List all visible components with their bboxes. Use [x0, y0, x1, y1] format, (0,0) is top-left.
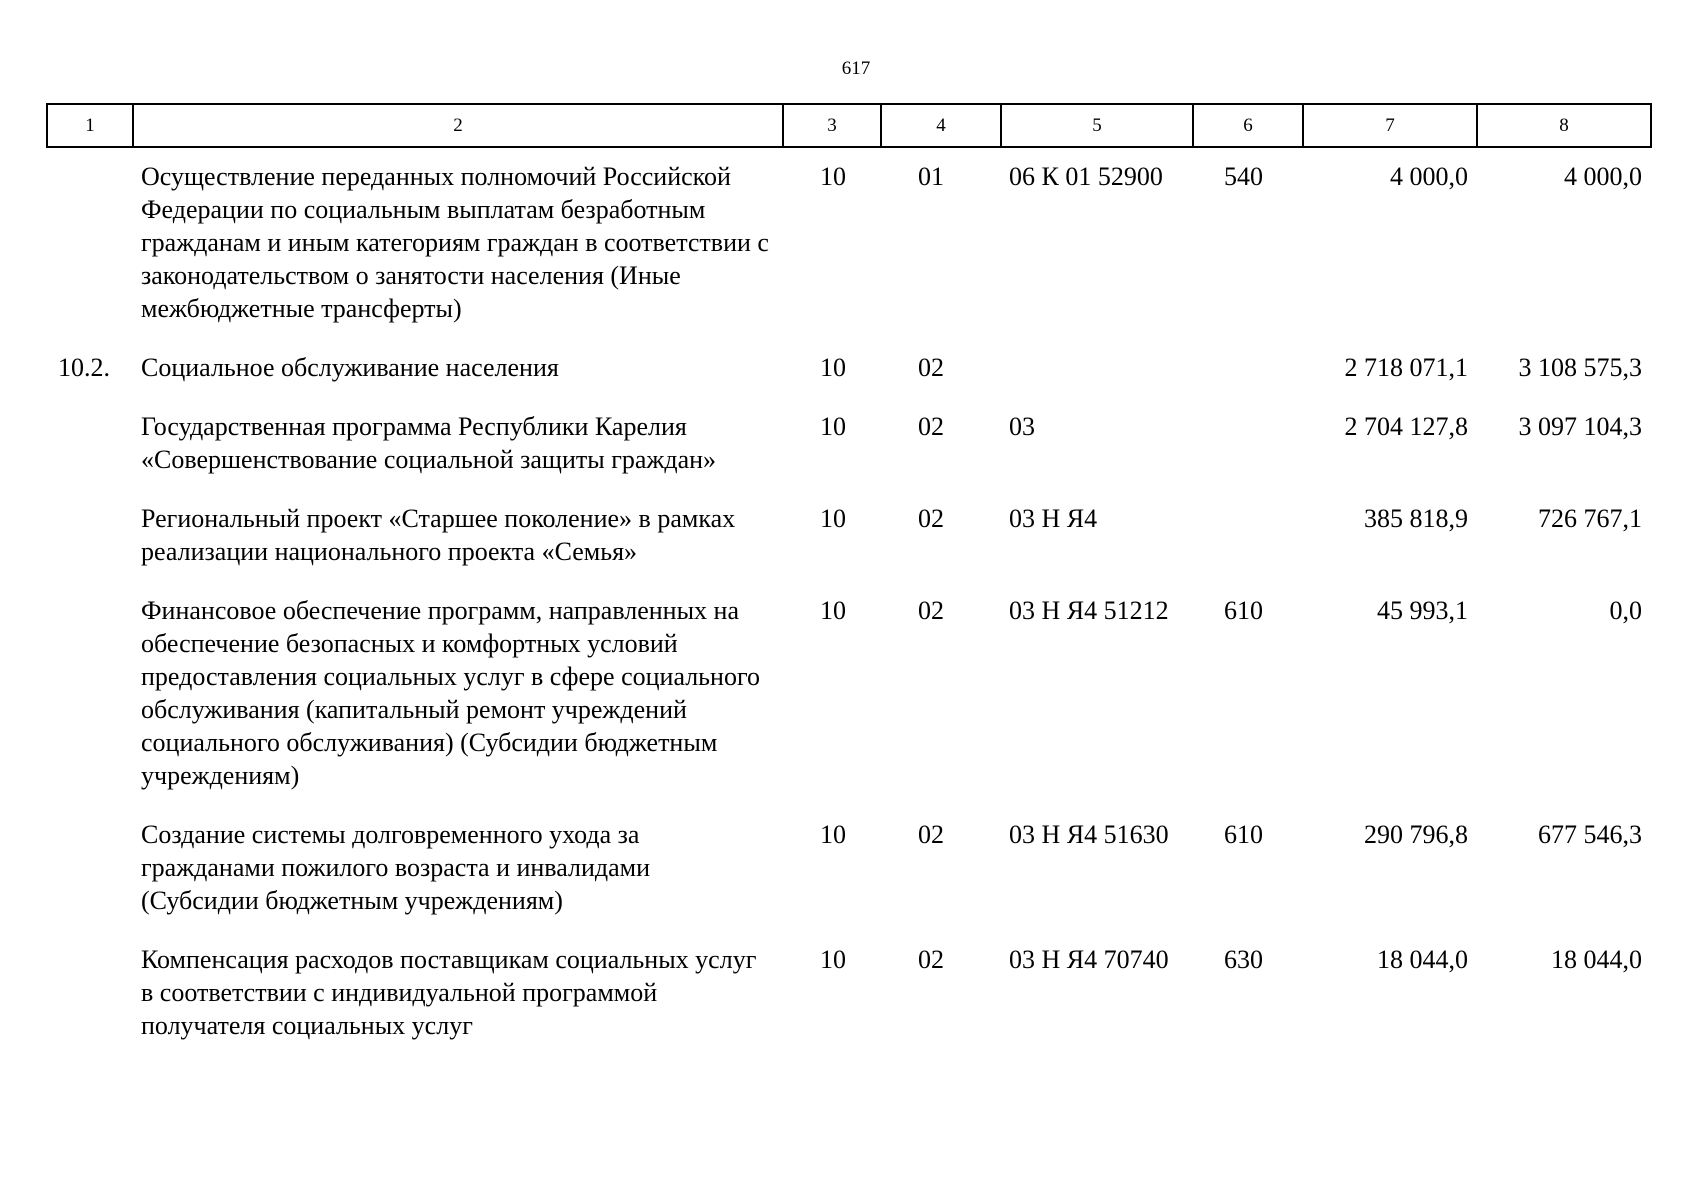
row-number	[46, 492, 132, 584]
section-code: 10	[820, 162, 846, 191]
header-col-4: 4	[881, 104, 1001, 147]
header-col-7: 7	[1303, 104, 1477, 147]
table-row	[46, 584, 1650, 808]
budget-table	[46, 150, 1650, 1058]
row-number	[46, 400, 132, 492]
expense-name: Государственная программа Республики Карелия «Совершенствование социальной защиты граждан»	[141, 412, 717, 474]
amount-year-2: 4 000,0	[1564, 162, 1642, 191]
amount-year-2: 677 546,3	[1538, 820, 1642, 849]
target-article-code: 03	[1009, 412, 1035, 441]
amount-year-2: 3 108 575,3	[1518, 353, 1642, 382]
target-article-code: 03 Н Я4 51212	[1009, 596, 1169, 625]
section-code: 10	[820, 412, 846, 441]
expense-type-code	[1192, 341, 1302, 400]
amount-year-1: 2 704 127,8	[1344, 412, 1468, 441]
header-col-3: 3	[783, 104, 881, 147]
expense-name: Финансовое обеспечение программ, направленных на обеспечение безопасных и комфортных условий предоставления социальных услуг в сфере социального обслуживания (капитальный ремонт учреждений социального обслуживания) (Субсидии бюджетным учреждениям)	[141, 596, 760, 790]
table-body	[46, 150, 1650, 1058]
target-article-code: 03 Н Я4 70740	[1009, 945, 1169, 974]
amount-year-1: 45 993,1	[1377, 596, 1468, 625]
expense-type-code: 610	[1224, 820, 1263, 849]
target-article-code: 03 Н Я4 51630	[1009, 820, 1169, 849]
expense-name: Создание системы долговременного ухода за гражданами пожилого возраста и инвалидами (Субсидии бюджетным учреждениям)	[141, 820, 651, 915]
expense-name: Региональный проект «Старшее поколение» в рамках реализации национального проекта «Семья»	[141, 504, 736, 566]
subsection-code: 02	[918, 504, 944, 533]
column-number-header	[46, 103, 1652, 148]
table-row	[46, 150, 1650, 341]
amount-year-1: 2 718 071,1	[1344, 353, 1468, 382]
expense-name: Социальное обслуживание населения	[141, 353, 559, 382]
amount-year-1: 385 818,9	[1364, 504, 1468, 533]
subsection-code: 02	[918, 945, 944, 974]
subsection-code: 02	[918, 412, 944, 441]
table-row	[46, 400, 1650, 492]
header-col-6: 6	[1193, 104, 1303, 147]
section-code: 10	[820, 820, 846, 849]
header-col-8: 8	[1477, 104, 1651, 147]
amount-year-1: 18 044,0	[1377, 945, 1468, 974]
table-row	[46, 492, 1650, 584]
target-article-code	[1000, 341, 1192, 400]
amount-year-1: 4 000,0	[1390, 162, 1468, 191]
expense-type-code: 610	[1224, 596, 1263, 625]
section-code: 10	[820, 945, 846, 974]
subsection-code: 02	[918, 820, 944, 849]
row-number	[46, 150, 132, 341]
section-code: 10	[820, 596, 846, 625]
expense-type-code: 540	[1224, 162, 1263, 191]
table-row	[46, 341, 1650, 400]
amount-year-1: 290 796,8	[1364, 820, 1468, 849]
row-number	[46, 933, 132, 1058]
expense-type-code	[1192, 492, 1302, 584]
target-article-code: 06 К 01 52900	[1009, 162, 1163, 191]
page-number: 617	[841, 58, 871, 79]
header-col-1: 1	[47, 104, 133, 147]
section-code: 10	[820, 353, 846, 382]
target-article-code: 03 Н Я4	[1009, 504, 1098, 533]
expense-name: Компенсация расходов поставщикам социальных услуг в соответствии с индивидуальной программой получателя социальных услуг	[141, 945, 757, 1040]
expense-type-code: 630	[1224, 945, 1263, 974]
amount-year-2: 18 044,0	[1551, 945, 1642, 974]
table-row	[46, 933, 1650, 1058]
header-col-2: 2	[133, 104, 783, 147]
expense-name: Осуществление переданных полномочий Российской Федерации по социальным выплатам безработным гражданам и иным категориям граждан в соответствии с законодательством о занятости населения (Иные межбюджетные трансферты)	[141, 162, 769, 323]
row-number	[46, 584, 132, 808]
expense-type-code	[1192, 400, 1302, 492]
subsection-code: 02	[918, 353, 944, 382]
amount-year-2: 0,0	[1609, 596, 1642, 625]
row-number: 10.2.	[58, 353, 110, 382]
section-code: 10	[820, 504, 846, 533]
subsection-code: 01	[918, 162, 944, 191]
amount-year-2: 726 767,1	[1538, 504, 1642, 533]
row-number	[46, 808, 132, 933]
amount-year-2: 3 097 104,3	[1518, 412, 1642, 441]
subsection-code: 02	[918, 596, 944, 625]
header-col-5: 5	[1001, 104, 1193, 147]
table-row	[46, 808, 1650, 933]
